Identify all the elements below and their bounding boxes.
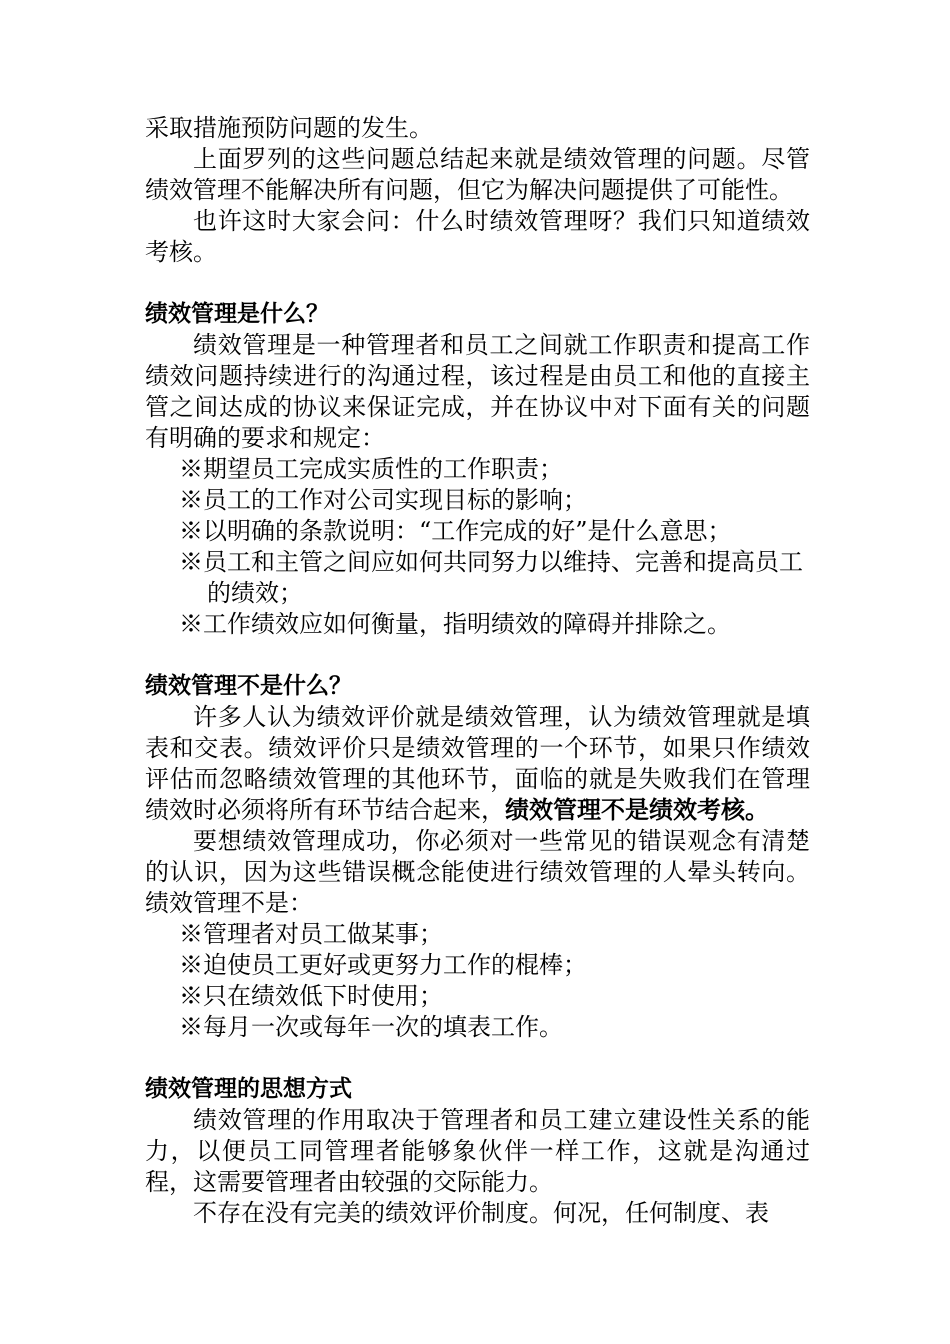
- spacer: [145, 1043, 810, 1074]
- misconception-emphasis: 绩效管理不是绩效考核。: [505, 796, 769, 824]
- bullet-item: ※以明确的条款说明：“工作完成的好”是什么意思；: [179, 517, 732, 545]
- document-body: [145, 113, 810, 1229]
- spacer: [145, 640, 810, 671]
- spacer: [145, 268, 810, 299]
- section-heading-mindset: 绩效管理的思想方式: [145, 1076, 352, 1102]
- bullet-item: ※员工的工作对公司实现目标的影响；: [179, 486, 587, 514]
- bullet-item: ※每月一次或每年一次的填表工作。: [179, 1013, 563, 1041]
- paragraph-definition: 绩效管理是一种管理者和员工之间就工作职责和提高工作绩效问题持续进行的沟通过程，该过程是由员工和他的直接主管之间达成的协议来保证完成，并在协议中对下面有关的问题有明确的要求和规定：: [145, 331, 810, 452]
- section-heading-what-is: 绩效管理是什么？: [145, 301, 329, 327]
- paragraph-common-errors: 要想绩效管理成功，你必须对一些常见的错误观念有清楚的认识，因为这些错误概念能使进行绩效管理的人晕头转向。绩效管理不是：: [145, 827, 810, 917]
- bullet-item: ※管理者对员工做某事；: [179, 920, 443, 948]
- bullet-item: ※工作绩效应如何衡量，指明绩效的障碍并排除之。: [179, 610, 731, 638]
- misconception-text: 许多人认为绩效评价就是绩效管理，认为绩效管理就是填表和交表。绩效评价只是绩效管理的一个环节，如果只作绩效评估而忽略绩效管理的其他环节，面临的就是失败我们在管理绩效时必须将所有环节结合起来，: [145, 703, 810, 824]
- paragraph-intro-end: 采取措施预防问题的发生。: [145, 114, 433, 142]
- bullet-item: ※员工和主管之间应如何共同努力以维持、完善和提高员工的绩效；: [179, 548, 803, 607]
- section-heading-what-is-not: 绩效管理不是什么？: [145, 673, 352, 699]
- bullet-item: ※迫使员工更好或更努力工作的棍棒；: [179, 951, 587, 979]
- paragraph-relationship: 绩效管理的作用取决于管理者和员工建立建设性关系的能力，以便员工同管理者能够象伙伴一样工作，这就是沟通过程，这需要管理者由较强的交际能力。: [145, 1106, 810, 1196]
- bullet-item: ※只在绩效低下时使用；: [179, 982, 443, 1010]
- paragraph-problems-summary: 上面罗列的这些问题总结起来就是绩效管理的问题。尽管绩效管理不能解决所有问题，但它为解决问题提供了可能性。: [145, 145, 810, 204]
- paragraph-question: 也许这时大家会问：什么时绩效管理呀？我们只知道绩效考核。: [145, 207, 810, 266]
- paragraph-no-perfect-system: 不存在没有完美的绩效评价制度。何况，任何制度、表: [193, 1199, 769, 1227]
- paragraph-misconception: [145, 702, 810, 826]
- bullet-item: ※期望员工完成实质性的工作职责；: [179, 455, 563, 483]
